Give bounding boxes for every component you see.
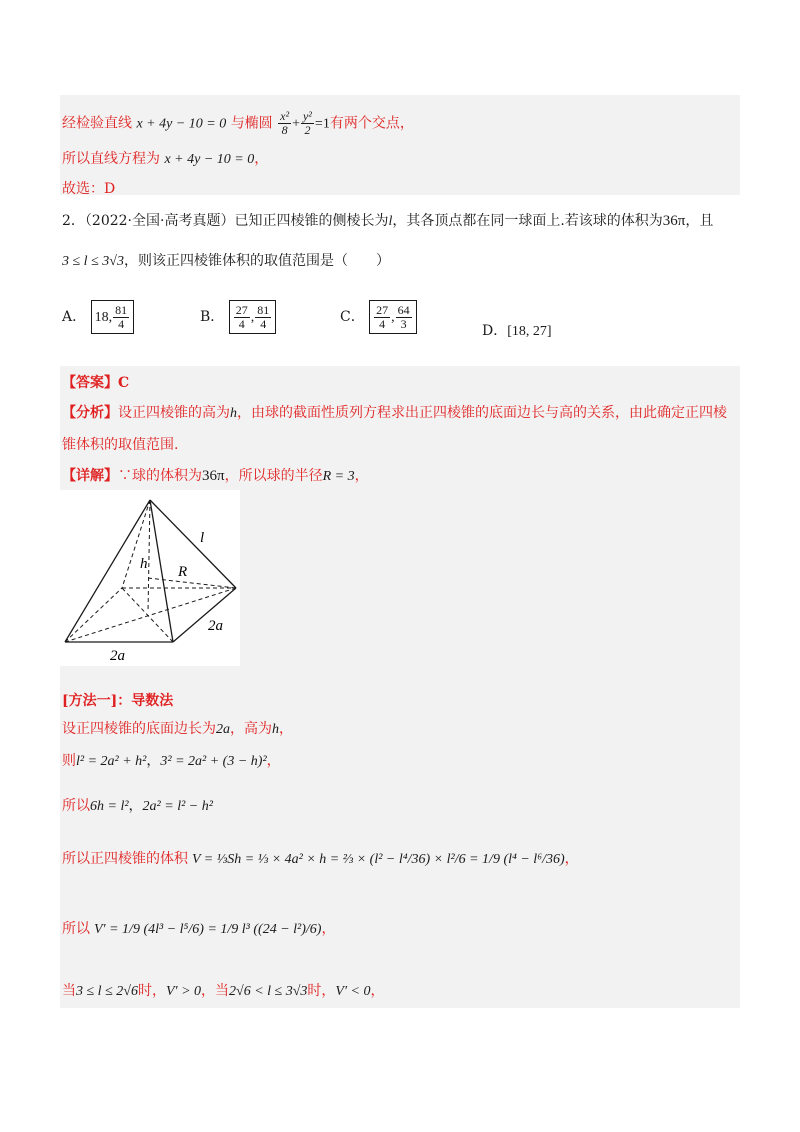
method-title: [方法一]：导数法 (62, 693, 174, 709)
text: 与椭圆 (230, 115, 273, 132)
label-2a-right: 2a (208, 618, 223, 634)
method-step4: 所以正四棱锥的体积 V = ⅓Sh = ⅓ × 4a² × h = ⅔ × (l² − l⁴/36) × l²/6 = 1/9 (l⁴ − l⁶/36)， (62, 851, 579, 867)
pyramid-figure (60, 490, 240, 666)
edge (173, 588, 236, 642)
option-a[interactable]: A． 18, $\frac{81}{4}$ (62, 300, 134, 334)
detail-line: 【详解】∵球的体积为36π，所以球的半径R = 3， (62, 468, 369, 484)
analysis-line2: 锥体积的取值范围. (62, 437, 179, 453)
method-step6: 当3 ≤ l ≤ 2√6时，V′ > 0，当2√6 < l ≤ 3√3时，V′ < 0， (62, 983, 385, 999)
hidden-edge (65, 588, 122, 642)
method-step3: 所以6h = l²，2a² = l² − h² (62, 798, 213, 814)
fraction: $\frac{\text{y²}}{2}$ (302, 109, 312, 137)
method-step1: 设正四棱锥的底面边长为2a，高为h， (62, 721, 293, 737)
edge (65, 500, 150, 642)
label-R: R (178, 564, 188, 580)
text: 经检验直线 (62, 115, 132, 132)
answer-line: 【答案】C (62, 375, 130, 391)
label-2a-bottom: 2a (110, 648, 125, 664)
option-b[interactable]: B． $\frac{27}{4}$ , $\frac{81}{4}$ (200, 300, 276, 334)
solution-block (60, 366, 740, 1008)
option-c[interactable]: C． $\frac{27}{4}$ , $\frac{64}{3}$ (340, 300, 417, 334)
method-step2: 则l² = 2a² + h²，3² = 2a² + (3 − h)²， (62, 753, 281, 769)
line-equation-result: 所以直线方程为 x + 4y − 10 = 0， (62, 151, 269, 167)
choose-d: 故选：D (62, 181, 116, 197)
analysis-line1: 【分析】设正四棱锥的高为h，由球的截面性质列方程求出正四棱锥的底面边长与高的关系，由此确定正四棱 (62, 405, 727, 421)
label-h: h (140, 556, 148, 572)
line-equation: x + 4y − 10 = 0 (136, 116, 227, 132)
method-step5: 所以 V′ = 1/9 (4l³ − l⁵/6) = 1/9 l³ ((24 − l²)/6)， (62, 921, 336, 937)
height-line (148, 500, 150, 612)
question-line2: 3 ≤ l ≤ 3√3，则该正四棱锥体积的取值范围是（ ） (62, 253, 390, 269)
text: 有两个交点， (329, 115, 414, 132)
question-line1: 2．（2022·全国·高考真题）已知正四棱锥的侧棱长为l，其各顶点都在同一球面上.若该球的体积为36π，且 (62, 213, 714, 229)
edge (150, 500, 236, 588)
radius-line (148, 578, 236, 588)
fraction: $\frac{\text{x²}}{8}$ (280, 109, 290, 137)
label-l: l (200, 530, 205, 546)
pyramid-diagram (60, 490, 240, 666)
option-d[interactable]: D．[18, 27] (482, 323, 552, 339)
hidden-edge (122, 500, 150, 588)
check-line: 经检验直线 x + 4y − 10 = 0 与椭圆 $\frac{\text{x²}}{8}$ + $\frac{\text{y²}}{2}$ =1有两个交点， (62, 109, 414, 137)
